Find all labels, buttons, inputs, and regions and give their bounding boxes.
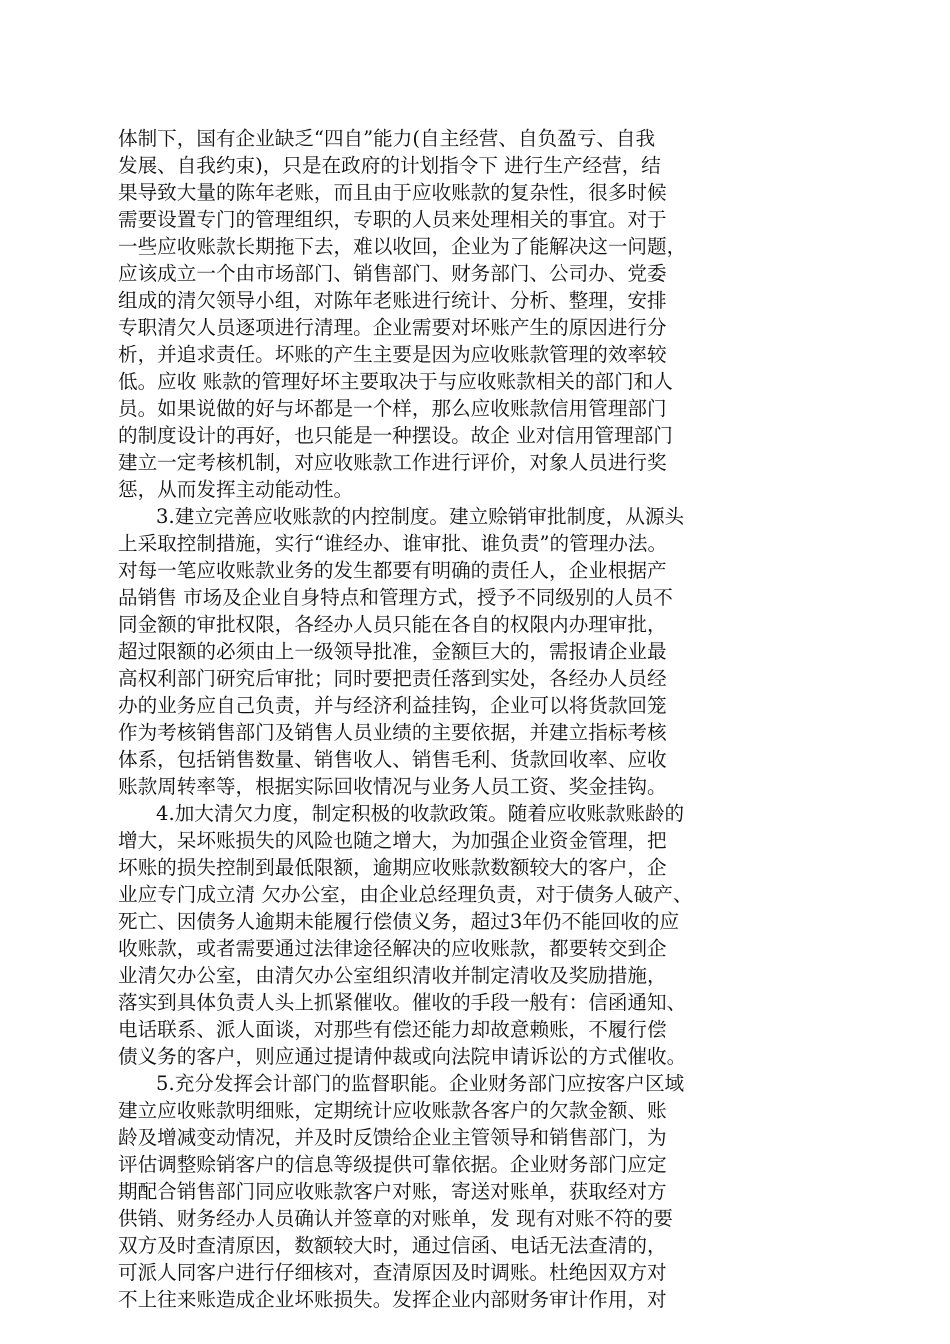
text-line: 发展、自我约束)，只是在政府的计划指令下 进行生产经营，结 — [118, 154, 661, 177]
text-line: 期配合销售部门同应收账款客户对账，寄送对账单，获取经对方 — [118, 1180, 667, 1203]
text-line: 专职清欠人员逐项进行清理。企业需要对坏账产生的原因进行分 — [118, 316, 667, 339]
text-line: 低。应收 账款的管理好坏主要取决于与应收账款相关的部门和人 — [118, 370, 673, 393]
text-line: 龄及增减变动情况，并及时反馈给企业主管领导和销售部门，为 — [118, 1126, 667, 1149]
text-line: 高权利部门研究后审批；同时要把责任落到实处，各经办人员经 — [118, 667, 667, 690]
text-line: 评估调整赊销客户的信息等级提供可靠依据。企业财务部门应定 — [118, 1153, 667, 1176]
text-line: 建立应收账款明细账，定期统计应收账款各客户的欠款金额、账 — [118, 1099, 667, 1122]
text-line: 对每一笔应收账款业务的发生都要有明确的责任人，企业根据产 — [118, 559, 667, 582]
text-line: 上采取控制措施，实行“谁经办、谁审批、谁负责”的管理办法。 — [118, 532, 668, 555]
text-line: 需要设置专门的管理组织，专职的人员来处理相关的事宜。对于 — [118, 208, 667, 231]
text-line: 员。如果说做的好与坏都是一个样，那么应收账款信用管理部门 — [118, 397, 667, 420]
text-line: 一些应收账款长期拖下去，难以收回，企业为了能解决这一问题， — [118, 235, 687, 258]
text-line: 同金额的审批权限，各经办人员只能在各自的权限内办理审批， — [118, 613, 667, 636]
text-line: 组成的清欠领导小组，对陈年老账进行统计、分析、整理，安排 — [118, 289, 667, 312]
text-line: 应该成立一个由市场部门、销售部门、财务部门、公司办、党委 — [118, 262, 667, 285]
text-line: 5.充分发挥会计部门的监督职能。企业财务部门应按客户区域 — [156, 1072, 685, 1095]
text-line: 可派人同客户进行仔细核对，查清原因及时调账。杜绝因双方对 — [118, 1261, 667, 1284]
text-line: 坏账的损失控制到最低限额，逾期应收账款数额较大的客户，企 — [118, 856, 667, 879]
text-line: 电话联系、派人面谈，对那些有偿还能力却故意赖账，不履行偿 — [118, 1018, 667, 1041]
text-line: 双方及时查清原因，数额较大时，通过信函、电话无法查清的， — [118, 1234, 667, 1257]
text-line: 果导致大量的陈年老账，而且由于应收账款的复杂性，很多时候 — [118, 181, 667, 204]
body-text — [118, 125, 838, 1313]
text-line: 债义务的客户，则应通过提请仲裁或向法院申请诉讼的方式催收。 — [118, 1045, 687, 1068]
text-line: 品销售 市场及企业自身特点和管理方式，授予不同级别的人员不 — [118, 586, 673, 609]
text-line: 建立一定考核机制，对应收账款工作进行评价，对象人员进行奖 — [118, 451, 667, 474]
text-line: 落实到具体负责人头上抓紧催收。催收的手段一般有：信函通知、 — [118, 991, 687, 1014]
text-line: 收账款，或者需要通过法律途径解决的应收账款，都要转交到企 — [118, 937, 667, 960]
text-line: 账款周转率等，根据实际回收情况与业务人员工资、奖金挂钩。 — [118, 775, 667, 798]
text-line: 超过限额的必须由上一级领导批准，金额巨大的，需报请企业最 — [118, 640, 667, 663]
text-line: 作为考核销售部门及销售人员业绩的主要依据，并建立指标考核 — [118, 721, 667, 744]
text-line: 体系，包括销售数量、销售收人、销售毛利、货款回收率、应收 — [118, 748, 667, 771]
text-line: 3.建立完善应收账款的内控制度。建立赊销审批制度，从源头 — [156, 505, 685, 528]
text-line: 死亡、因债务人逾期未能履行偿债义务，超过3年仍不能回收的应 — [118, 910, 680, 933]
text-line: 不上往来账造成企业坏账损失。发挥企业内部财务审计作用，对 — [118, 1288, 667, 1311]
text-line: 供销、财务经办人员确认并签章的对账单，发 现有对账不符的要 — [118, 1207, 673, 1230]
text-line: 业清欠办公室，由清欠办公室组织清收并制定清收及奖励措施， — [118, 964, 667, 987]
text-line: 办的业务应自己负责，并与经济利益挂钩，企业可以将货款回笼 — [118, 694, 667, 717]
text-line: 体制下，国有企业缺乏“四自”能力(自主经营、自负盈亏、自我 — [118, 127, 656, 150]
text-line: 惩，从而发挥主动能动性。 — [118, 478, 354, 501]
text-line: 的制度设计的再好，也只能是一种摆设。故企 业对信用管理部门 — [118, 424, 673, 447]
text-line: 4.加大清欠力度，制定积极的收款政策。随着应收账款账龄的 — [156, 802, 685, 825]
text-line: 析，并追求责任。坏账的产生主要是因为应收账款管理的效率较 — [118, 343, 667, 366]
text-line: 增大，呆坏账损失的风险也随之增大，为加强企业资金管理，把 — [118, 829, 667, 852]
text-line: 业应专门成立清 欠办公室，由企业总经理负责，对于债务人破产、 — [118, 883, 693, 906]
